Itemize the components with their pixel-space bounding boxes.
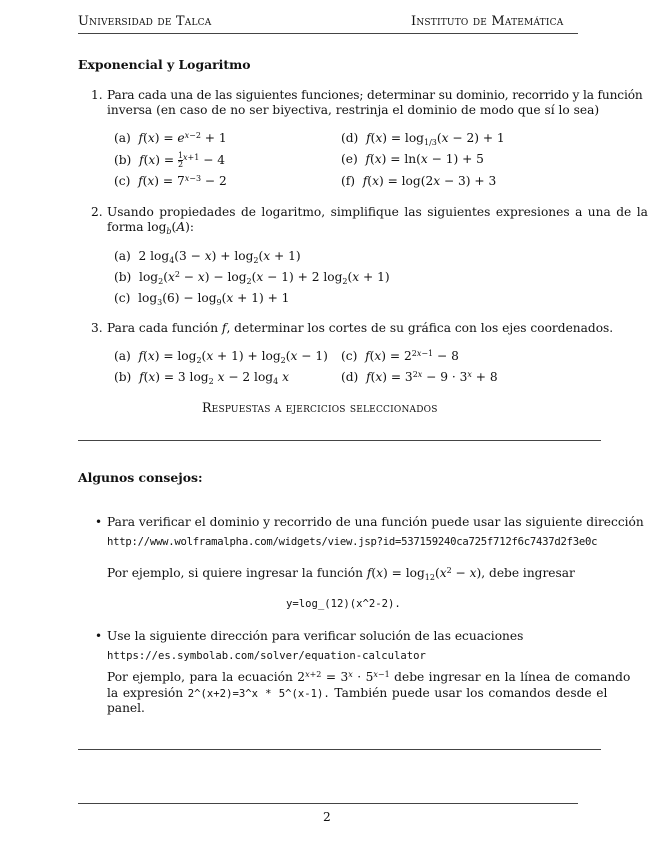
problem-1-item-e bbox=[341, 152, 484, 166]
tip-2-example-line2: la expresión 2^(x+2)=3^x * 5^(x-1). También puede usar los comandos desde el bbox=[107, 686, 608, 700]
answers-heading: Respuestas a ejercicios seleccionados bbox=[202, 400, 438, 415]
math-expression: $f(x) = 3^{2x} - 9 \cdot 3^x + 8$ bbox=[366, 370, 498, 384]
item-label: (c) bbox=[114, 174, 131, 188]
math-expression: f(x) = $\frac{1}{2}$ $^{x+1}$ − 4 bbox=[139, 151, 226, 169]
item-label: (b) bbox=[114, 153, 132, 167]
problem-2-statement-line1: Usando propiedades de logaritmo, simplifique las siguientes expresiones a una de la bbox=[107, 205, 648, 219]
header-institute: Instituto de Matemática bbox=[411, 14, 564, 29]
item-label: (c) bbox=[114, 291, 131, 305]
tip-2-example-line1: Por ejemplo, para la ecuación $2^{x+2} = 3^x \cdot 5^{x-1}$ debe ingresar en la línea de comando bbox=[107, 670, 631, 684]
problem-1-item-f bbox=[341, 174, 496, 188]
item-label: (e) bbox=[341, 152, 358, 166]
section-title: Exponencial y Logaritmo bbox=[78, 57, 251, 72]
section-divider-bottom bbox=[78, 749, 601, 750]
header-rule bbox=[78, 33, 578, 34]
problem-1-item-a bbox=[114, 131, 227, 145]
item-label: (a) bbox=[114, 131, 131, 145]
bullet-icon: • bbox=[95, 515, 103, 529]
item-label: (f) bbox=[341, 174, 356, 188]
tip-1-code: y=log_(12)(x^2-2). bbox=[286, 598, 401, 610]
problem-3-item-a bbox=[114, 349, 328, 363]
item-label: (a) bbox=[114, 249, 131, 263]
math-expression: $f(x) = \log_{1/3}(x - 2) + 1$ bbox=[366, 131, 505, 147]
math-expression: $f(x) = e^{x-2} + 1$ bbox=[138, 131, 227, 145]
item-label: (d) bbox=[341, 370, 359, 384]
problem-3-item-b bbox=[114, 370, 289, 384]
problem-3-statement: Para cada función f, determinar los cortes de su gráfica con los ejes coordenados. bbox=[107, 321, 614, 335]
math-expression: f(x) = ln(x − 1) + 5 bbox=[365, 152, 484, 166]
math-expression: $f(x) = 2^{2x-1} - 8$ bbox=[365, 349, 459, 363]
math-expression: f(x) = log(2x − 3) + 3 bbox=[362, 174, 497, 188]
math-expression: $\log_2(x^2 - x) - \log_2(x - 1) + 2$ $\log_2(x + 1)$ bbox=[135, 270, 390, 286]
item-label: (b) bbox=[114, 370, 132, 384]
tip-2-code: 2^(x+2)=3^x * 5^(x-1). bbox=[187, 688, 330, 700]
tip-1-text: Para verificar el dominio y recorrido de una función puede usar las siguiente dirección bbox=[107, 515, 644, 529]
header-university: Universidad de Talca bbox=[78, 14, 212, 29]
tips-title: Algunos consejos: bbox=[78, 470, 203, 485]
problem-1-item-c bbox=[114, 174, 227, 188]
problem-2-statement-line2: forma $\log_b(A)$: bbox=[107, 220, 194, 236]
problem-1-item-b bbox=[114, 152, 225, 169]
tip-1-example: Por ejemplo, si quiere ingresar la función $f(x) = \log_{12}(x^2 - x)$, debe ingresar bbox=[107, 566, 575, 582]
math-expression: $f(x) = \log_2(x + 1) + \log_2(x - 1)$ bbox=[138, 349, 328, 365]
problem-3-number: 3. bbox=[91, 321, 103, 335]
tip-2-example-line3: panel. bbox=[107, 701, 145, 715]
tip-2-text: Use la siguiente dirección para verificar solución de las ecuaciones bbox=[107, 629, 524, 643]
problem-2-item-b bbox=[114, 270, 390, 284]
item-label: (a) bbox=[114, 349, 131, 363]
problem-1-item-d bbox=[341, 131, 505, 145]
problem-1-number: 1. bbox=[91, 88, 103, 102]
page-number: 2 bbox=[323, 810, 331, 824]
bullet-icon: • bbox=[95, 629, 103, 643]
item-label: (b) bbox=[114, 270, 132, 284]
item-label: (d) bbox=[341, 131, 359, 145]
footer-rule bbox=[78, 803, 578, 804]
item-label: (c) bbox=[341, 349, 358, 363]
problem-1-statement-line1: Para cada una de las siguientes funciones; determinar su dominio, recorrido y la función bbox=[107, 88, 643, 102]
problem-2-item-a bbox=[114, 249, 301, 263]
symbolab-link[interactable]: https://es.symbolab.com/solver/equation-calculator bbox=[107, 650, 426, 662]
wolframalpha-link[interactable]: http://www.wolframalpha.com/widgets/view.jsp?id=537159240ca725f712f6c7437d2f3e0c bbox=[107, 536, 598, 548]
math-expression: f(x) = 3 $\log_2 x - 2$ $\log_4 x$ bbox=[139, 370, 289, 386]
problem-2-item-c bbox=[114, 291, 289, 305]
section-divider-top bbox=[78, 440, 601, 441]
math-expression: $\log_3(6) - \log_9(x + 1) + 1$ bbox=[134, 291, 290, 307]
math-expression: $f(x) = 7^{x-3} - 2$ bbox=[138, 174, 227, 188]
math-expression: 2 $\log_4(3 - x) + \log_2(x + 1)$ bbox=[134, 249, 301, 265]
problem-2-number: 2. bbox=[91, 205, 103, 219]
problem-3-item-c bbox=[341, 349, 459, 363]
problem-3-item-d bbox=[341, 370, 498, 384]
problem-1-statement-line2: inversa (en caso de no ser biyectiva, restrinja el dominio de modo que sí lo sea) bbox=[107, 103, 600, 117]
